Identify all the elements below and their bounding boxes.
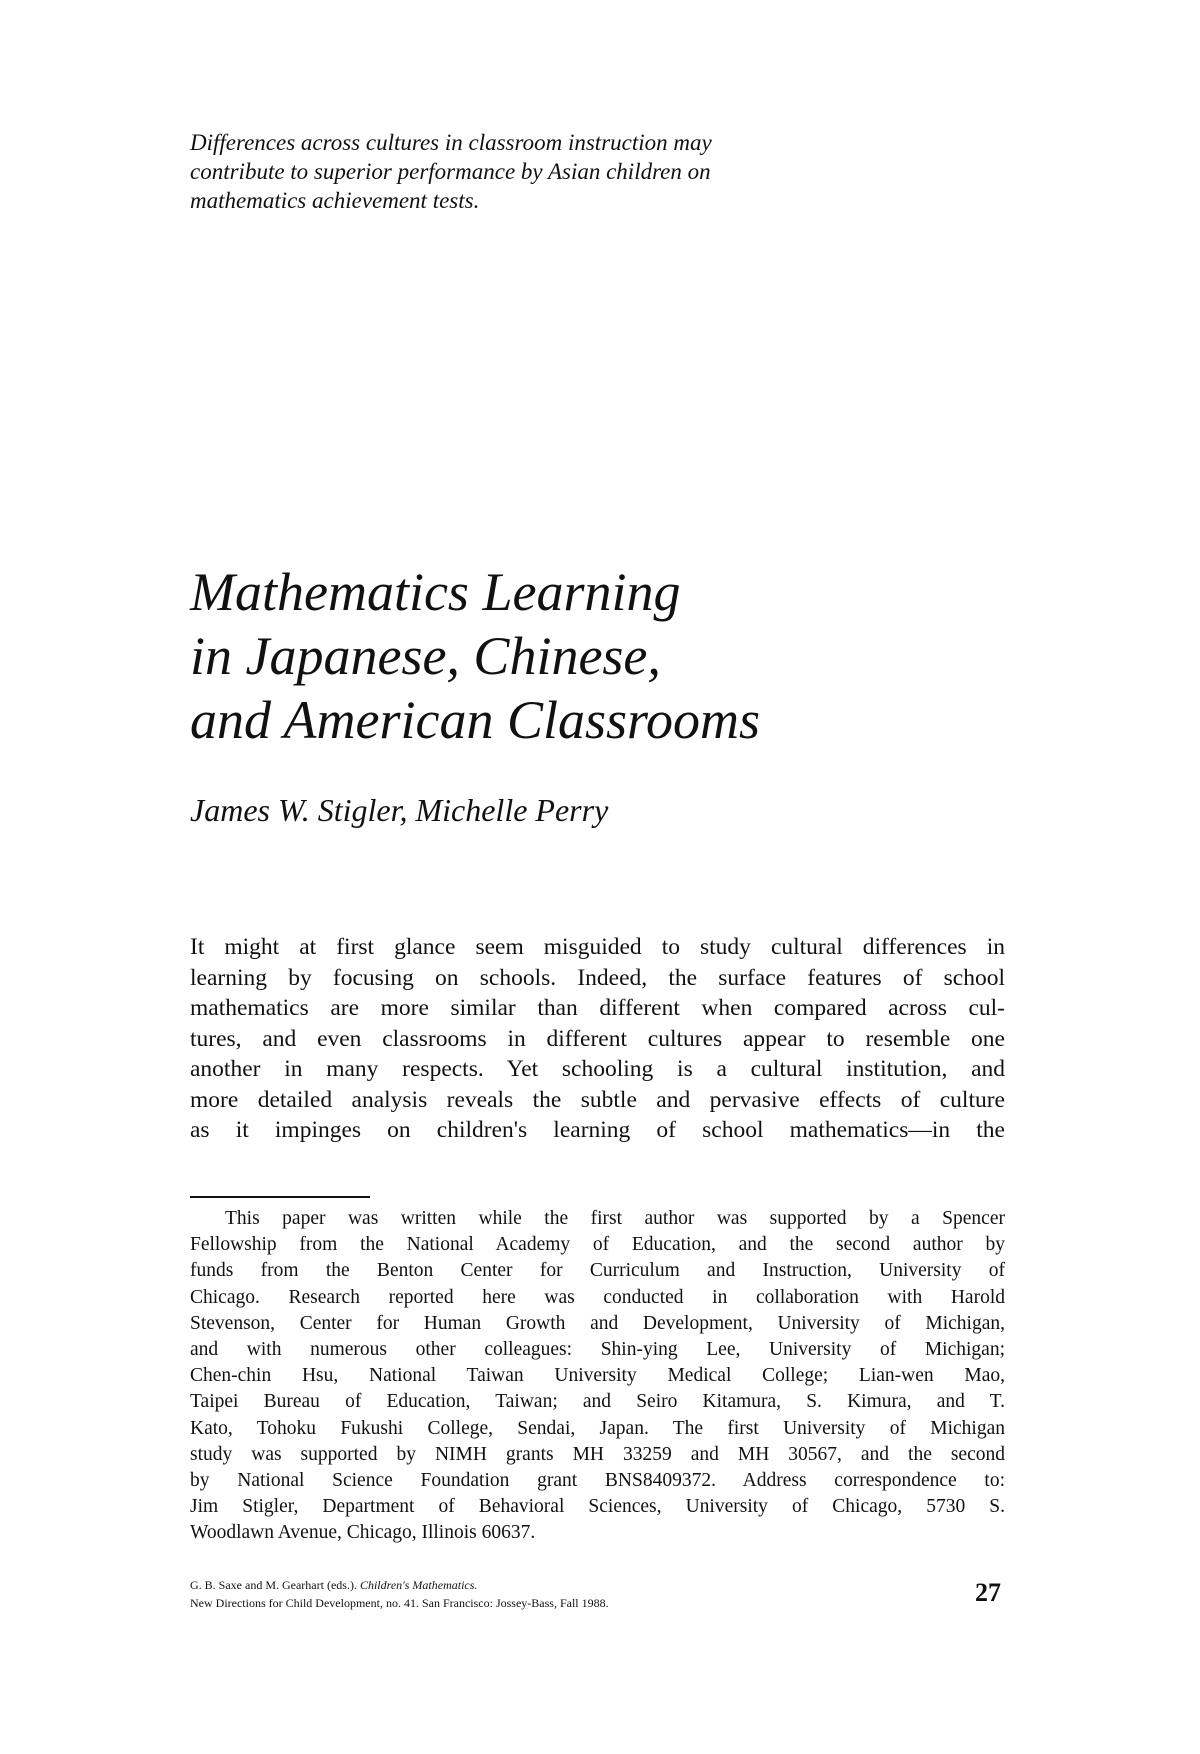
footnote-line: This paper was written while the first author was supported by a Spencer [225,1208,1005,1229]
body-line: learning by focusing on schools. Indeed, the surface features of school [190,964,1005,991]
footnote [190,1206,1005,1547]
footnote-line: Chicago. Research reported here was conducted in collaboration with Harold [190,1286,1005,1308]
body-line: tures, and even classrooms in different cultures appear to resemble one [190,1025,1005,1052]
body-line: more detailed analysis reveals the subtle and pervasive effects of culture [190,1086,1005,1113]
body-paragraph [190,932,1005,1146]
citation-series: New Directions for Child Development, no. 41. San Francisco: Jossey-Bass, Fall 1988. [190,1596,609,1610]
body-line: It might at first glance seem misguided to study cultural differences in [190,934,1005,960]
footnote-line: Chen-chin Hsu, National Taiwan University Medical College; Lian-wen Mao, [190,1365,1005,1387]
footnote-line: study was supported by NIMH grants MH 33259 and MH 30567, and the second [190,1443,1005,1465]
citation-editors: G. B. Saxe and M. Gearhart (eds.). [190,1578,357,1592]
footnote-line: funds from the Benton Center for Curriculum and Instruction, University of [190,1260,1005,1282]
footnote-line: Kato, Tohoku Fukushi College, Sendai, Japan. The first University of Michigan [190,1417,1005,1439]
footnote-line: Taipei Bureau of Education, Taiwan; and Seiro Kitamura, S. Kimura, and T. [190,1391,1005,1413]
epigraph-line: mathematics achievement tests. [190,188,480,213]
footnote-line: and with numerous other colleagues: Shin-ying Lee, University of Michigan; [190,1339,1005,1361]
citation-book-title: Children's Mathematics. [359,1578,478,1592]
footnote-line: by National Science Foundation grant BNS8409372. Address correspondence to: [190,1470,1005,1492]
source-citation [190,1576,609,1612]
footnote-divider [190,1196,370,1198]
body-line: another in many respects. Yet schooling is a cultural institution, and [190,1056,1005,1082]
epigraph-line: Differences across cultures in classroom instruction may [190,130,712,155]
epigraph-line: contribute to superior performance by Asian children on [190,159,711,184]
epigraph [190,128,850,215]
body-line: mathematics are more similar than different when compared across cul- [190,995,1005,1021]
footnote-line: Stevenson, Center for Human Growth and Development, University of Michigan, [190,1312,1005,1334]
author-list: James W. Stigler, Michelle Perry [190,792,609,828]
body-line: as it impinges on children's learning of school mathematics—in the [190,1117,1005,1143]
title-line: Mathematics Learning [190,562,681,622]
title-line: and American Classrooms [190,690,761,750]
page-number: 27 [975,1578,1001,1607]
footnote-line: Woodlawn Avenue, Chicago, Illinois 60637. [190,1522,536,1544]
title-line: in Japanese, Chinese, [190,626,661,686]
citation-line [190,1576,609,1594]
article-title [190,560,1090,752]
footnote-line: Jim Stigler, Department of Behavioral Sciences, University of Chicago, 5730 S. [190,1496,1005,1518]
footnote-line: Fellowship from the National Academy of Education, and the second author by [190,1234,1005,1256]
